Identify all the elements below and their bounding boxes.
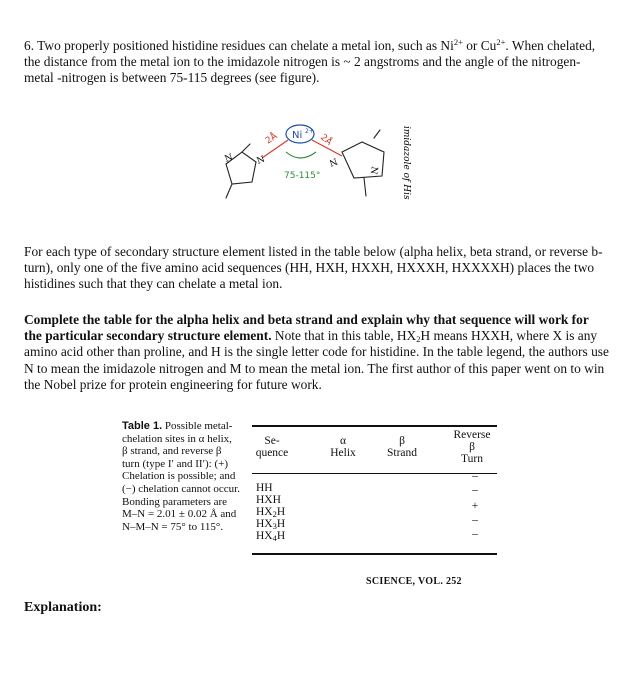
turn-cell: – bbox=[472, 484, 478, 496]
turn-cell: – bbox=[472, 528, 478, 540]
distance-left: 2Å bbox=[263, 131, 280, 147]
table-row: HXH bbox=[256, 494, 281, 506]
journal-caption: SCIENCE, VOL. 252 bbox=[366, 576, 462, 587]
turn-cell: – bbox=[472, 470, 478, 482]
question-number: 6. bbox=[24, 38, 35, 53]
turn-cell: – bbox=[472, 514, 478, 526]
cu-charge: 2+ bbox=[496, 37, 506, 47]
n-label-left-1: N bbox=[223, 152, 235, 165]
table-row: HH bbox=[256, 482, 273, 494]
table-label: Table 1. bbox=[122, 420, 163, 432]
intro-text-a: Two properly positioned histidine residues can chelate a metal ion, such as Ni bbox=[37, 38, 454, 53]
metal-label: Ni bbox=[292, 130, 303, 141]
metal-charge: 2+ bbox=[305, 128, 314, 135]
angle-label: 75-115° bbox=[284, 171, 321, 181]
task-bold: Complete the table for the alpha helix and beta strand and explain why that sequence will work for the particular secondary structure element. bbox=[24, 312, 589, 344]
distance-right: 2Å bbox=[318, 132, 334, 148]
table-legend bbox=[122, 420, 240, 533]
chelation-figure bbox=[214, 112, 434, 222]
table-header-rule bbox=[252, 473, 497, 474]
note-sub: 2 bbox=[416, 334, 421, 345]
col-header-turn: Reverse β Turn bbox=[453, 429, 491, 465]
intro-text-b: . When chelated, the distance from the metal ion to the imidazole nitrogen is ~ 2 angstroms and the angle of the nitrogen- metal -nitrogen is between 75-115 degrees (see figure). bbox=[24, 38, 596, 86]
task-paragraph bbox=[24, 312, 609, 393]
table-bottom-rule bbox=[252, 553, 497, 555]
note-text-2: H means HXXH, where X is any amino acid other than proline, and H is the single letter code for histidine. In the table legend, the authors use N to mean the imidazole nitrogen and M to mean the metal ion. The first author of this paper went on to win the Nobel prize for protein engineering for future work. bbox=[24, 328, 609, 392]
table-row: $HX_3H$ bbox=[256, 518, 286, 531]
col-header-sequence: Se- quence bbox=[255, 435, 289, 459]
table-row: $HX_4H$ bbox=[256, 530, 286, 543]
ni-charge: 2+ bbox=[453, 37, 463, 47]
col-header-strand: β Strand bbox=[386, 435, 418, 459]
intro-text-or: or Cu bbox=[462, 38, 497, 53]
imidazole-note: imidazole of His bbox=[401, 126, 411, 200]
col-header-helix: α Helix bbox=[330, 435, 356, 459]
note-text-1: Note that in this table, HX bbox=[271, 328, 417, 344]
question-intro bbox=[24, 38, 609, 87]
table-top-rule bbox=[252, 425, 497, 427]
angle-arc bbox=[286, 152, 316, 158]
legend-text: Possible metal-chelation sites in α helix, β strand, and reverse β turn (type I′ and II′): (+) Chelation is possible; and (−) chelation cannot occur. Bonding parameters are M–N = 2.01 ± 0.02 Å and N–M–N = 75° to 115°. bbox=[122, 420, 240, 533]
n-label-right-1: N bbox=[327, 155, 339, 168]
instructions-paragraph: For each type of secondary structure element listed in the table below (alpha helix, beta strand, or reverse b-turn), only one of the five amino acid sequences (HH, HXH, HXXH, HXXXH, HXXXXH) places the two histidines such that they can chelate a metal ion. bbox=[24, 244, 603, 292]
explanation-label: Explanation: bbox=[24, 600, 102, 615]
n-label-right-2: N bbox=[367, 165, 379, 175]
n-label-left-2: N bbox=[255, 154, 267, 167]
turn-cell: + bbox=[471, 500, 479, 512]
table-row: $HX_2H$ bbox=[256, 506, 286, 519]
